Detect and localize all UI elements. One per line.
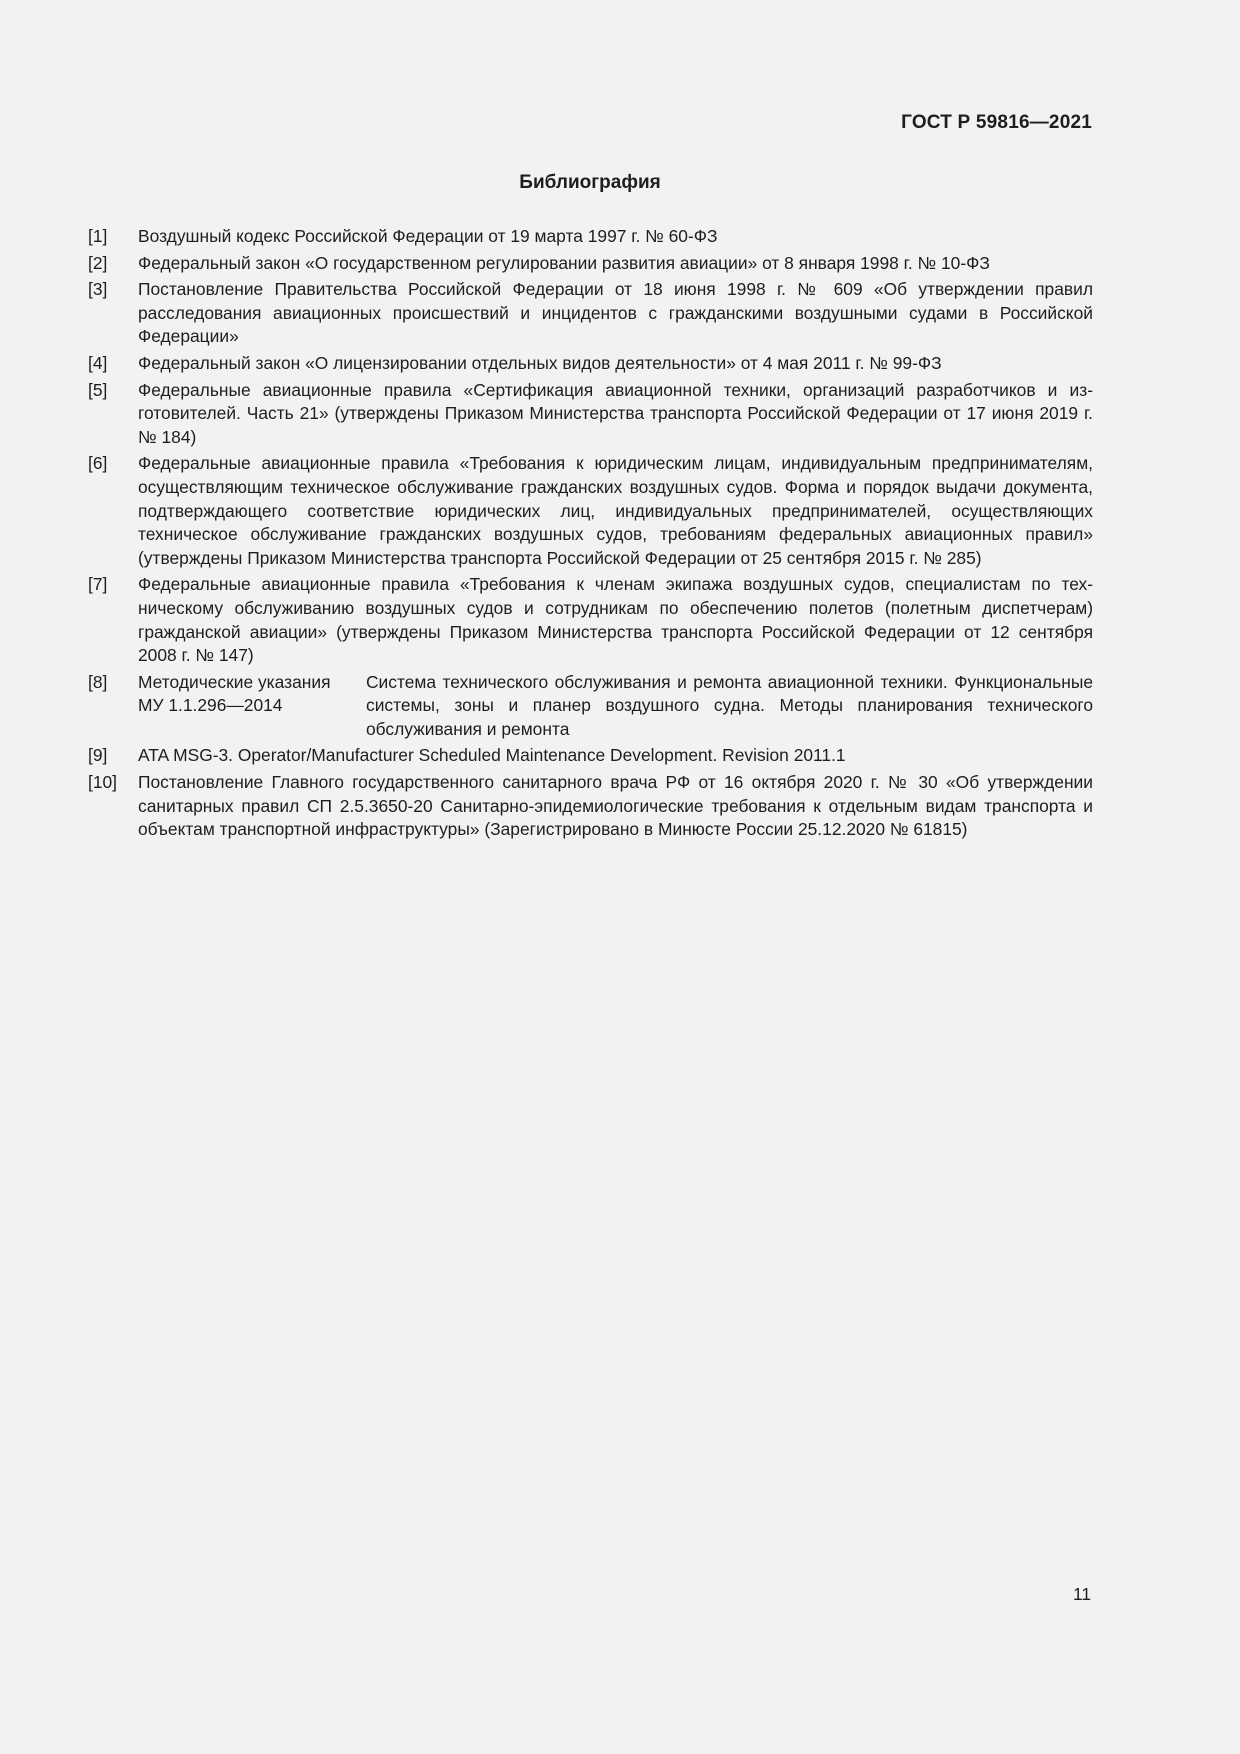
entry-number: [6] [88,453,108,474]
entry-number: [7] [88,574,108,595]
entry-text: ATA MSG-3. Operator/Manufacturer Scheduled Maintenance Development. Revision 2011.1 [138,745,846,766]
entry-number: [9] [88,745,108,766]
entry-number: [10] [88,772,118,793]
bibliography-entry-7 [88,573,1093,667]
entry-text: Федеральный закон «О лицензировании отдельных видов деятельности» от 4 мая 2011 г. № 99-ФЗ [138,352,942,373]
entry-text: Федеральные авиационные правила «Требования к юридическим лицам, индивидуальным предпринимателям, осуществляющим техническое обслуживание гражданских воздушных судов. Форма и порядок выдачи документа, подтверждающего соответствие юридических лиц, индивидуальных предпринимателей, осуществляющих техническое обслуживание гражданских воздушных судов, требованиям федеральных авиационных правил» (утверждены Приказом Министерства транспорта Российской Федерации от 25 сентября 2015 г. № 285) [138,453,1093,568]
entry-source [138,671,366,742]
entry-source-line-2: МУ 1.1.296—2014 [138,695,283,716]
bibliography-entry-3 [88,278,1093,349]
entry-text: Федеральный закон «О государственном регулировании развития авиации» от 8 января 1998 г. № 10-ФЗ [138,252,990,273]
bibliography-entry-10 [88,771,1093,842]
entry-text: Постановление Главного государственного санитарного врача РФ от 16 октября 2020 г. № 30 «Об утверждении санитарных правил СП 2.5.3650-20 Санитарно-эпидемиологические требования к отдельным видам транспорта и объектам транспортной инфраструктуры» (Зарегистрировано в Минюсте России 25.12.2020 № 61815) [138,772,1093,840]
entry-text: Федеральные авиационные правила «Требования к членам экипажа воздушных судов, специалистам по техническому обслуживанию воздушных судов и сотрудникам по обеспечению полетов (полетным диспетчерам) гражданской авиации» (утверждены Приказом Министерства транспорта Российской Федерации от 12 сентября 2008 г. № 147) [138,574,1093,666]
document-code: ГОСТ Р 59816—2021 [901,112,1092,133]
entry-text: Федеральные авиационные правила «Сертификация авиационной техники, организаций разработчиков и изготовителей. Часть 21» (утверждены Приказом Министерства транспорта Российской Федерации от 17 июня 2019 г. № 184) [138,379,1093,447]
section-title: Библиография [519,172,661,193]
bibliography-entry-9 [88,744,1093,768]
bibliography-entry-2 [88,252,1093,276]
entry-text: Воздушный кодекс Российской Федерации от 19 марта 1997 г. № 60-ФЗ [138,226,718,246]
entry-text: Постановление Правительства Российской Федерации от 18 июня 1998 г. № 609 «Об утверждении правил расследования авиационных происшествий и инцидентов с гражданскими воздушными судами в Российской Федерации» [138,279,1093,347]
entry-source-line-1: Методические указания [138,671,331,692]
entry-number: [1] [88,226,108,246]
entry-columns [138,671,1093,742]
entry-number: [8] [88,671,108,692]
entry-number: [5] [88,379,108,400]
page-number: 11 [1072,1584,1091,1604]
entry-text: Система технического обслуживания и ремонта авиационной техники. Функциональные системы, зоны и планер воздушного судна. Методы планирования технического обслуживания и ремонта [366,671,1093,739]
entry-number: [4] [88,352,108,373]
bibliography-entry-6 [88,452,1093,570]
bibliography-list [88,225,1093,845]
entry-number: [2] [88,252,108,273]
bibliography-entry-8 [88,671,1093,742]
bibliography-entry-4 [88,352,1093,376]
bibliography-entry-5 [88,379,1093,450]
entry-number: [3] [88,279,108,300]
bibliography-entry-1 [88,225,1093,249]
